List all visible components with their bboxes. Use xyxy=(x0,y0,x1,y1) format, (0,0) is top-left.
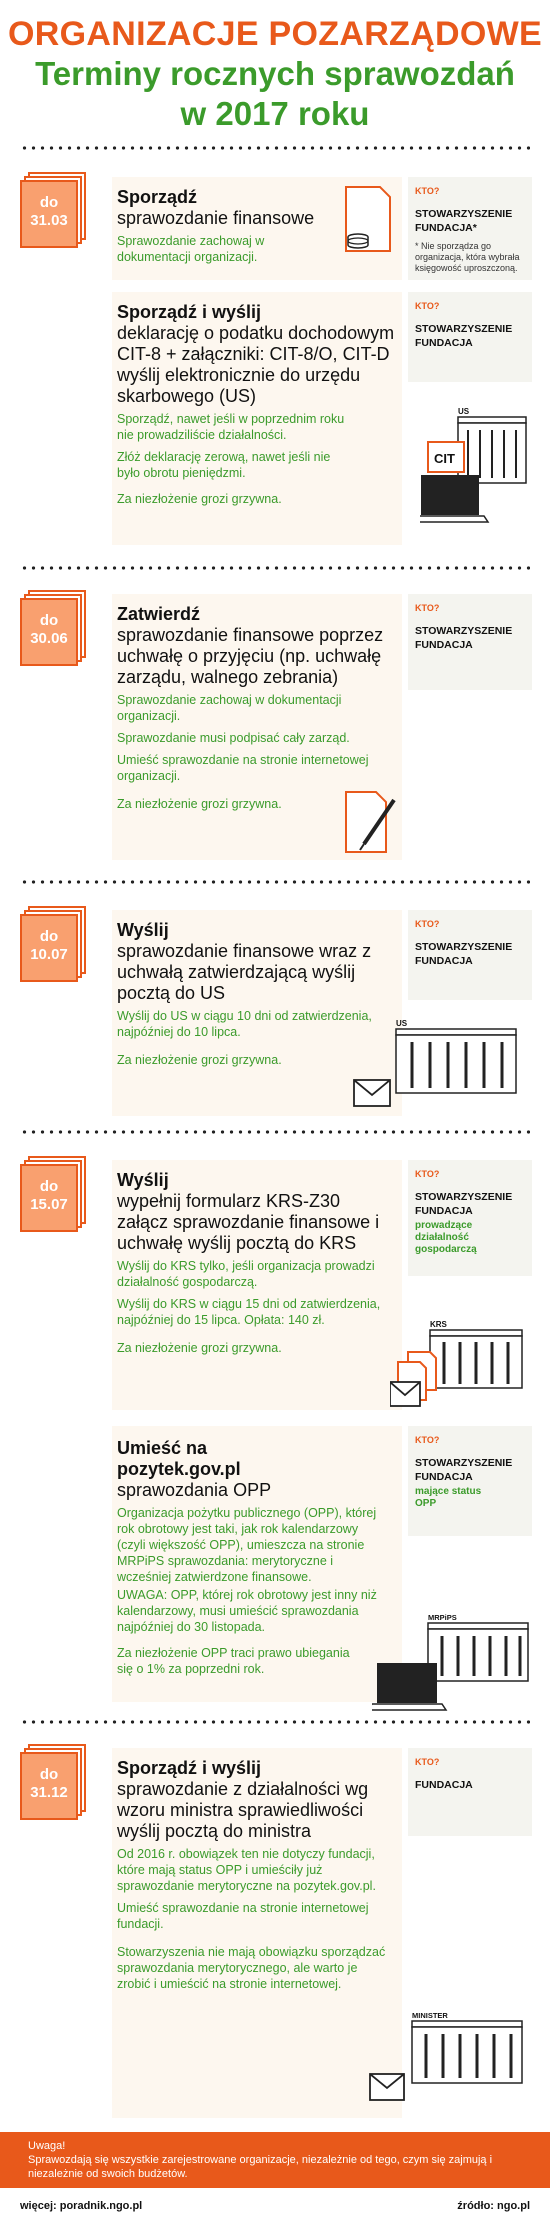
task-card xyxy=(112,292,402,545)
who-box xyxy=(408,1748,532,1836)
who-label: KTO? xyxy=(415,603,440,613)
who-box xyxy=(408,1160,532,1276)
task-card xyxy=(112,594,402,860)
task-note: Od 2016 r. obowiązek ten nie dotyczy fundacji, które mają status OPP i umieściły już sprawozdanie merytoryczne na pozytek.gov.pl. xyxy=(117,1847,376,1893)
task-body: sprawozdanie finansowe wraz z uchwałą zatwierdzającą wyślij pocztą do US xyxy=(117,941,372,1003)
who-value: STOWARZYSZENIE FUNDACJA* xyxy=(415,208,513,234)
task-note: Wyślij do KRS w ciągu 15 dni od zatwierdzenia, najpóźniej do 15 lipca. Opłata: 140 zł. xyxy=(117,1297,381,1327)
ministry-laptop-icon xyxy=(372,1612,532,1712)
dotted-divider xyxy=(20,1130,530,1134)
task-note: Za niezłożenie grozi grzywna. xyxy=(117,1053,282,1067)
who-footnote: * Nie sporządza go organizacja, która wybrała księgowość uproszczoną. xyxy=(415,241,520,273)
building-label-mrpips: MRPiPS xyxy=(428,1613,457,1622)
who-value: STOWARZYSZENIE FUNDACJA xyxy=(415,323,513,349)
task-body: deklarację o podatku dochodowym CIT-8 + załączniki: CIT-8/O, CIT-D wyślij elektronicznie do urzędu skarbowego (US) xyxy=(117,323,395,406)
task-note: Sprawozdanie zachowaj w dokumentacji organizacji. xyxy=(117,234,265,264)
date-prefix: do xyxy=(39,194,59,211)
task-note: Za niezłożenie grozi grzywna. xyxy=(117,797,282,811)
task-note: Złóż deklarację zerową, nawet jeśli nie było obrotu pieniędzmi. xyxy=(117,450,331,480)
building-label-us: US xyxy=(458,407,470,416)
task-title: Wyślij xyxy=(117,920,169,940)
who-box xyxy=(408,1426,532,1536)
building-label-krs: KRS xyxy=(430,1320,447,1329)
building-label-us: US xyxy=(396,1019,408,1028)
ministry-envelope-icon xyxy=(366,2010,526,2106)
dotted-divider xyxy=(20,1720,530,1724)
dotted-divider xyxy=(20,566,530,570)
task-body: sprawozdanie finansowe poprzez uchwałę o przyjęciu (np. uchwałę zarządu, walnego zebrania) xyxy=(117,625,384,687)
who-value: STOWARZYSZENIE FUNDACJA xyxy=(415,1191,513,1217)
who-box xyxy=(408,594,532,690)
date-prefix: do xyxy=(39,1178,59,1195)
more-info-link[interactable]: więcej: poradnik.ngo.pl xyxy=(20,2200,143,2212)
task-title: Sporządź xyxy=(117,187,198,207)
who-value: STOWARZYSZENIE FUNDACJA xyxy=(415,941,513,967)
who-box xyxy=(408,177,532,280)
date-value: 31.03 xyxy=(30,212,68,229)
notice-title: Uwaga! xyxy=(28,2140,66,2152)
task-note: Sprawozdanie musi podpisać cały zarząd. xyxy=(117,731,350,745)
task-card xyxy=(112,1426,402,1702)
task-note: Za niezłożenie grozi grzywna. xyxy=(117,492,282,506)
task-card xyxy=(112,1748,402,2118)
date-value: 10.07 xyxy=(30,946,68,963)
task-title: Zatwierdź xyxy=(117,604,201,624)
page-subtitle-line-1: Terminy rocznych sprawozdań xyxy=(35,55,515,92)
who-label: KTO? xyxy=(415,186,440,196)
notice-banner xyxy=(0,2132,550,2188)
task-note: Umieść sprawozdanie na stronie internetowej fundacji. xyxy=(117,1901,369,1931)
date-prefix: do xyxy=(39,1766,59,1783)
who-qualifier: prowadzące działalność gospodarczą xyxy=(415,1220,477,1255)
tax-office-laptop-icon xyxy=(420,404,530,534)
cit-label: CIT xyxy=(434,451,455,466)
dotted-divider xyxy=(20,880,530,884)
date-badge-31-12 xyxy=(20,1744,90,1824)
document-pen-icon xyxy=(342,790,398,856)
date-value: 15.07 xyxy=(30,1196,68,1213)
document-coins-icon xyxy=(340,185,396,257)
court-registry-envelopes-icon xyxy=(390,1318,525,1410)
task-note: Wyślij do US w ciągu 10 dni od zatwierdzenia, najpóźniej do 10 lipca. xyxy=(117,1009,372,1039)
source-credit: źródło: ngo.pl xyxy=(457,2200,530,2212)
date-value: 31.12 xyxy=(30,1784,68,1801)
task-note: Za niezłożenie grozi grzywna. xyxy=(117,1341,282,1355)
page-title: ORGANIZACJE POZARZĄDOWE xyxy=(8,15,542,53)
task-body: sprawozdania OPP xyxy=(117,1480,272,1500)
task-note: Za niezłożenie OPP traci prawo ubiegania się o 1% za poprzedni rok. xyxy=(117,1646,350,1676)
who-box xyxy=(408,910,532,1000)
who-label: KTO? xyxy=(415,919,440,929)
date-prefix: do xyxy=(39,928,59,945)
task-note: Organizacja pożytku publicznego (OPP), której rok obrotowy jest taki, jak rok kalendarzowy (czyli większość OPP), umieszcza na stronie MRPiPS sprawozdania: merytoryczne i wcześniej zatwierdzone finansowe. xyxy=(117,1506,377,1584)
date-badge-10-07 xyxy=(20,906,90,986)
header xyxy=(0,0,550,134)
who-box xyxy=(408,292,532,382)
notice-text: Sprawozdają się wszystkie zarejestrowane organizacje, niezależnie od tego, czym się zajmują i niezależnie od swoich budżetów. xyxy=(28,2154,493,2180)
who-value: FUNDACJA xyxy=(415,1779,473,1791)
task-body: wypełnij formularz KRS-Z30 załącz sprawozdanie finansowe i uchwałę wyślij pocztą do KRS xyxy=(117,1191,380,1253)
who-value: STOWARZYSZENIE FUNDACJA xyxy=(415,625,513,651)
tax-office-envelope-icon xyxy=(352,1018,522,1110)
page-subtitle-line-2: w 2017 roku xyxy=(180,95,370,132)
task-title: Sporządź i wyślij xyxy=(117,302,262,322)
building-label-minister: MINISTER xyxy=(412,2011,448,2020)
task-note: UWAGA: OPP, której rok obrotowy jest inny niż kalendarzowy, musi umieścić sprawozdania najpóźniej do 30 listopada. xyxy=(117,1588,377,1634)
task-note: Umieść sprawozdanie na stronie internetowej organizacji. xyxy=(117,753,369,783)
task-title: Sporządź i wyślij xyxy=(117,1758,262,1778)
date-badge-15-07 xyxy=(20,1156,90,1236)
task-note: Sprawozdanie zachowaj w dokumentacji organizacji. xyxy=(117,693,342,723)
date-prefix: do xyxy=(39,612,59,629)
task-title: Wyślij xyxy=(117,1170,169,1190)
who-value: STOWARZYSZENIE FUNDACJA xyxy=(415,1457,513,1483)
task-body: sprawozdanie z działalności wg wzoru ministra sprawiedliwości wyślij pocztą do ministra xyxy=(117,1779,369,1841)
task-title: Umieść na pozytek.gov.pl xyxy=(117,1438,241,1479)
who-label: KTO? xyxy=(415,301,440,311)
date-value: 30.06 xyxy=(30,630,68,647)
who-label: KTO? xyxy=(415,1169,440,1179)
who-label: KTO? xyxy=(415,1435,440,1445)
task-card xyxy=(112,177,402,280)
task-note: Wyślij do KRS tylko, jeśli organizacja prowadzi działalność gospodarczą. xyxy=(117,1259,375,1289)
who-qualifier: mające status OPP xyxy=(415,1486,482,1509)
task-card xyxy=(112,1160,402,1410)
task-body: sprawozdanie finansowe xyxy=(117,208,315,228)
dotted-divider xyxy=(20,146,530,150)
task-note: Sporządź, nawet jeśli w poprzednim roku nie prowadziliście działalności. xyxy=(117,412,345,442)
date-badge-31-03 xyxy=(20,172,90,252)
who-label: KTO? xyxy=(415,1757,440,1767)
task-note: Stowarzyszenia nie mają obowiązku sporządzać sprawozdania merytorycznego, ale warto je zrobić i umieścić na stronie internetowej. xyxy=(117,1945,386,1991)
date-badge-30-06 xyxy=(20,590,90,670)
